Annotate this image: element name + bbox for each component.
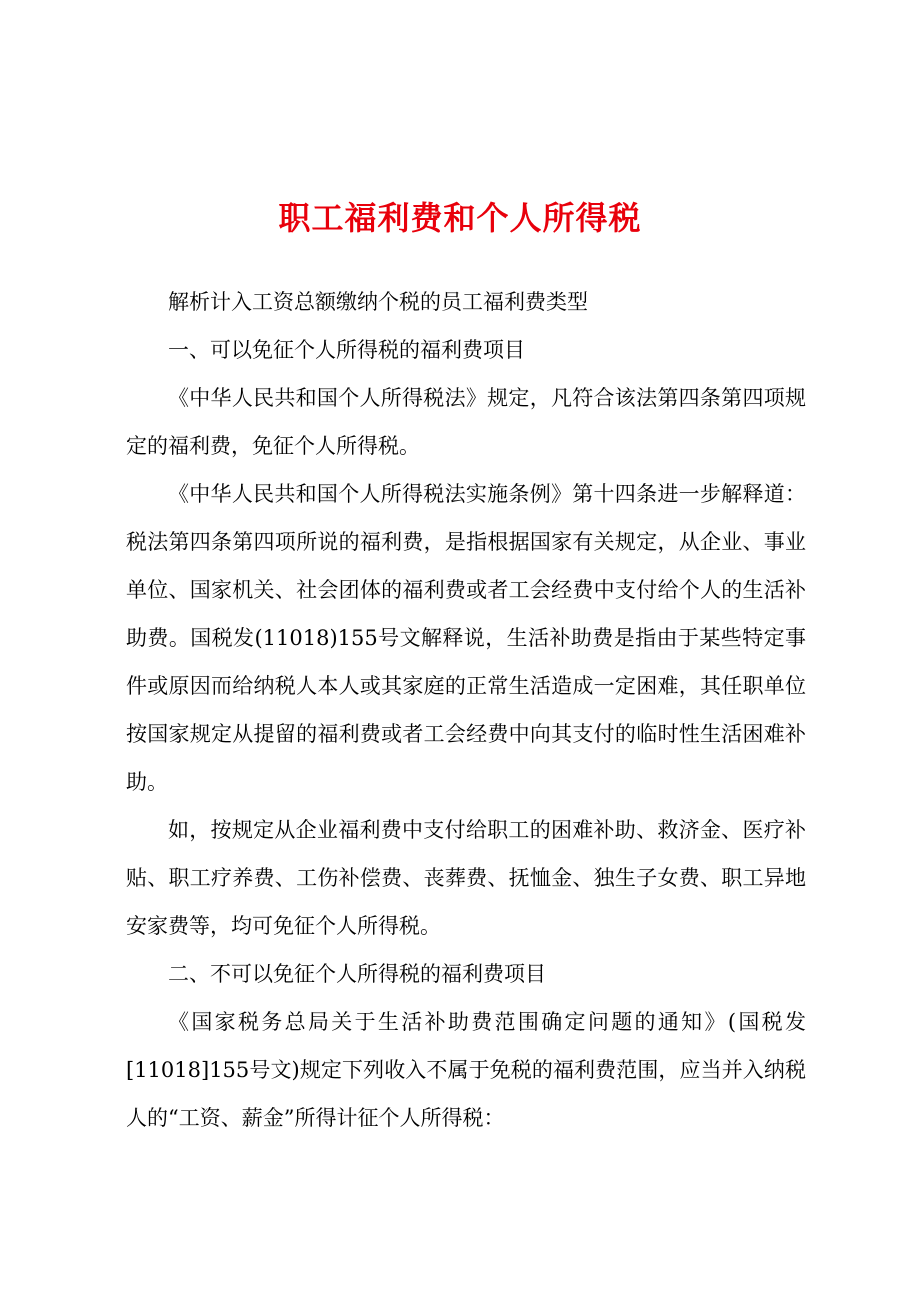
paragraph-subtitle: 解析计入工资总额缴纳个税的员工福利费类型 [168,290,588,314]
document-title: 职工福利费和个人所得税 [278,199,642,237]
paragraph-heading-not-exempt: 二、不可以免征个人所得税的福利费项目 [168,962,546,986]
document-body [126,278,806,1142]
paragraph-tax-law: 《中华人民共和国个人所得税法》规定，凡符合该法第四条第四项规定的福利费，免征个人所得税。 [126,386,806,458]
paragraph-regulation: 《中华人民共和国个人所得税法实施条例》第十四条进一步解释道：税法第四条第四项所说的福利费，是指根据国家有关规定，从企业、事业单位、国家机关、社会团体的福利费或者工会经费中支付给个人的生活补助费。国税发(11018)155号文解释说，生活补助费是指由于某些特定事件或原因而给纳税人本人或其家庭的正常生活造成一定困难，其任职单位按国家规定从提留的福利费或者工会经费中向其支付的临时性生活困难补助。 [126,482,806,794]
paragraph-heading-exempt: 一、可以免征个人所得税的福利费项目 [168,338,525,362]
paragraph-notice: 《国家税务总局关于生活补助费范围确定问题的通知》(国税发[11018]155号文)规定下列收入不属于免税的福利费范围，应当并入纳税人的“工资、薪金”所得计征个人所得税： [126,1010,806,1130]
paragraph-examples: 如，按规定从企业福利费中支付给职工的困难补助、救济金、医疗补贴、职工疗养费、工伤补偿费、丧葬费、抚恤金、独生子女费、职工异地安家费等，均可免征个人所得税。 [126,818,806,938]
